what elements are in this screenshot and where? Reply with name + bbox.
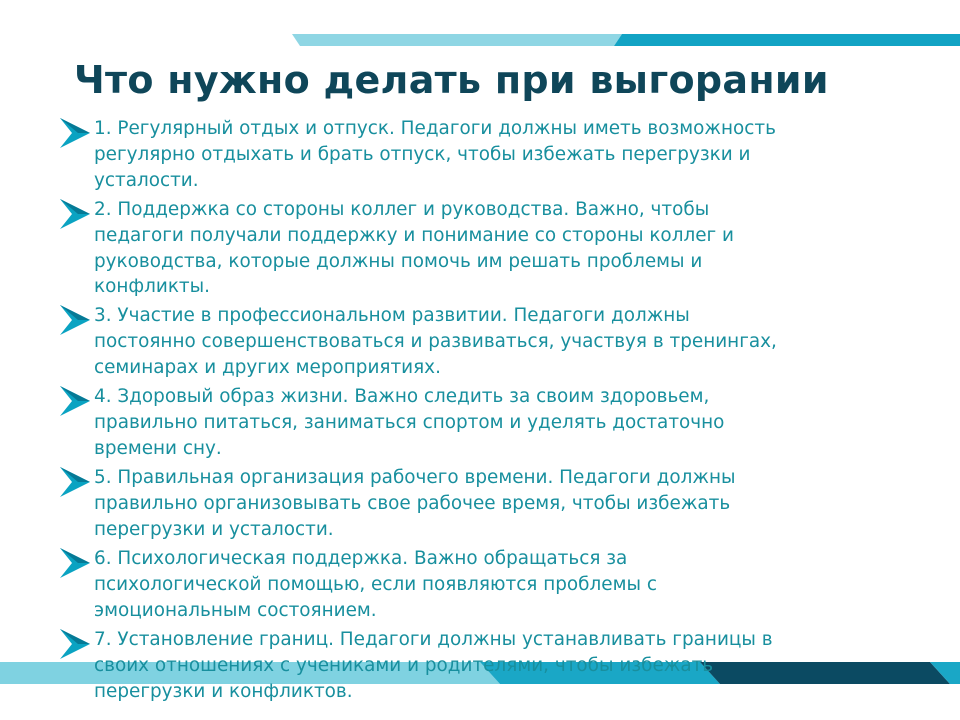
list-item-text: 7. Установление границ. Педагоги должны устанавливать границы в своих отношениях с учениками и родителями, чтобы избежать перегрузки и конфликтов. bbox=[94, 629, 773, 702]
list-item-text: 1. Регулярный отдых и отпуск. Педагоги должны иметь возможность регулярно отдыхать и брать отпуск, чтобы избежать перегрузки и усталости. bbox=[94, 118, 776, 191]
arrow-bullet-icon bbox=[58, 627, 92, 661]
list-item-text: 3. Участие в профессиональном развитии. Педагоги должны постоянно совершенствоваться и развиваться, участвуя в тренингах, семинарах и других мероприятиях. bbox=[94, 305, 777, 378]
list-item-text: 5. Правильная организация рабочего времени. Педагоги должны правильно организовывать свое рабочее время, чтобы избежать перегрузки и усталости. bbox=[94, 467, 736, 540]
list-item-text: 6. Психологическая поддержка. Важно обращаться за психологической помощью, если появляются проблемы с эмоциональным состоянием. bbox=[94, 548, 657, 621]
list-item-text: 2. Поддержка со стороны коллег и руководства. Важно, чтобы педагоги получали поддержку и понимание со стороны коллег и руководства, которые должны помочь им решать проблемы и конфликты. bbox=[94, 199, 734, 298]
slide-title: Что нужно делать при выгорании bbox=[74, 58, 829, 102]
list-item-text: 4. Здоровый образ жизни. Важно следить за своим здоровьем, правильно питаться, заниматься спортом и уделять достаточно времени сну. bbox=[94, 386, 725, 459]
